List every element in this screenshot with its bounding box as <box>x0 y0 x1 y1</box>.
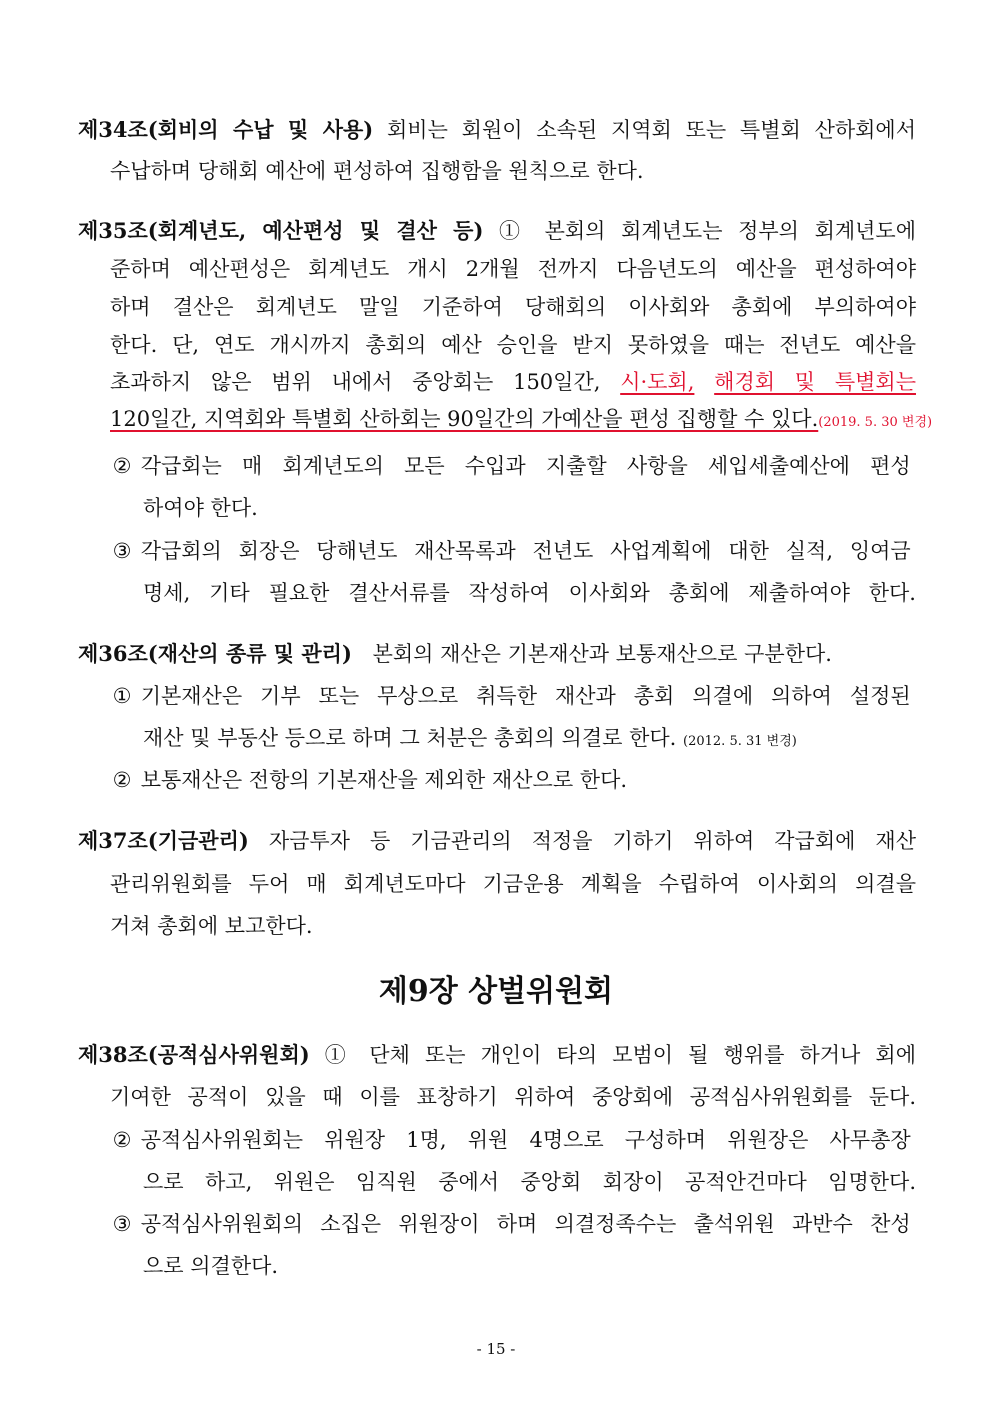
art35-para3-line2: 명세, 기타 필요한 결산서류를 작성하여 이사회와 총회에 제출하여야 한다. <box>143 581 916 605</box>
amendment-note-2019: (2019. 5. 30 변경) <box>818 415 933 430</box>
art38-line1 <box>78 1040 916 1070</box>
art36-circle-1: ① <box>112 684 132 708</box>
art35-circle-3: ③ <box>112 539 132 563</box>
art37-text: 자금투자 등 기금관리의 적정을 기하기 위하여 각급회에 재산 <box>268 829 916 853</box>
art38-text-1: 단체 또는 개인이 타의 모범이 될 행위를 하거나 회에 <box>369 1043 916 1067</box>
art35-para3-text: 각급회의 회장은 당해년도 재산목록과 전년도 사업계획에 대한 실적, 잉여금 <box>140 539 911 563</box>
art38-para3-line2: 으로 의결한다. <box>143 1254 279 1278</box>
art35-line1 <box>78 216 916 246</box>
art38-para3-text: 공적심사위원회의 소집은 위원장이 하며 의결정족수는 출석위원 과반수 찬성 <box>140 1212 911 1236</box>
art38-para2-line1 <box>110 1125 916 1155</box>
art37-title: 제37조(기금관리) <box>78 828 249 853</box>
art37-line2: 관리위원회를 두어 매 회계년도마다 기금운용 계획을 수립하여 이사회의 의결을 <box>110 872 916 896</box>
art35-para2-text: 각급회는 매 회계년도의 모든 수입과 지출할 사항을 세입세출예산에 편성 <box>140 454 911 478</box>
art35-circle-2: ② <box>112 454 132 478</box>
amendment-note-2012: (2012. 5. 31 변경) <box>683 734 797 749</box>
amended-text-sido: 시·도회, <box>620 370 695 394</box>
art36-para1-text: 기본재산은 기부 또는 무상으로 취득한 재산과 총회 의결에 의하여 설정된 <box>140 684 911 708</box>
art36-line1 <box>78 639 916 669</box>
chapter-heading: 제9장 상벌위원회 <box>378 974 614 1009</box>
art38-para2-text: 공적심사위원회는 위원장 1명, 위원 4명으로 구성하며 위원장은 사무총장 <box>140 1128 911 1152</box>
art36-para2-text: 보통재산은 전항의 기본재산을 제외한 재산으로 한다. <box>140 768 628 792</box>
art38-para3-line1 <box>110 1209 916 1239</box>
art36-para1-text2: 재산 및 부동산 등으로 하며 그 처분은 총회의 의결로 한다. <box>143 726 677 750</box>
art36-para1-line1 <box>110 681 916 711</box>
art35-para2-line2: 하여야 한다. <box>143 496 258 520</box>
art38-circle-1: ① <box>324 1043 355 1067</box>
art36-para2-line1 <box>110 765 916 795</box>
art35-line5 <box>110 367 916 397</box>
art37-line3: 거쳐 총회에 보고한다. <box>110 914 313 938</box>
art37-line1 <box>78 826 916 856</box>
art35-line2: 준하며 예산편성은 회계년도 개시 2개월 전까지 다음년도의 예산을 편성하여야 <box>110 257 916 281</box>
art38-circle-2: ② <box>112 1128 132 1152</box>
art35-line6 <box>110 404 933 438</box>
page-number: - 15 - <box>476 1340 516 1358</box>
art36-para1-line2 <box>143 723 916 757</box>
art34-line2: 수납하며 당해회 예산에 편성하여 집행함을 원칙으로 한다. <box>110 159 644 183</box>
art38-title: 제38조(공적심사위원회) <box>78 1042 310 1067</box>
art34-title: 제34조(회비의 수납 및 사용) <box>78 117 374 142</box>
art35-text-6: 120일간, 지역회와 특별회 산하회는 90일간의 가예산을 편성 집행할 수 있다. <box>110 407 819 431</box>
art35-line3: 하며 결산은 회계년도 말일 기준하여 당해회의 이사회와 총회에 부의하여야 <box>110 295 916 319</box>
art34-text: 회비는 회원이 소속된 지역회 또는 특별회 산하회에서 <box>387 118 917 142</box>
art35-para2-line1 <box>110 451 916 481</box>
art36-text: 본회의 재산은 기본재산과 보통재산으로 구분한다. <box>372 642 832 666</box>
art38-para2-line2: 으로 하고, 위원은 임직원 중에서 중앙회 회장이 공적안건마다 임명한다. <box>143 1170 916 1194</box>
art38-circle-3: ③ <box>112 1212 132 1236</box>
art35-line4: 한다. 단, 연도 개시까지 총회의 예산 승인을 받지 못하였을 때는 전년도 예산을 <box>110 333 916 357</box>
art35-text-5a: 초과하지 않은 범위 내에서 중앙회는 150일간, <box>110 370 601 394</box>
amended-text-haegyeong: 해경회 및 특별회는 <box>714 370 916 394</box>
art34-line1 <box>78 115 916 145</box>
art35-para3-line1 <box>110 536 916 566</box>
art35-circle-1: ① <box>499 219 529 243</box>
art35-title: 제35조(회계년도, 예산편성 및 결산 등) <box>78 218 484 243</box>
art36-circle-2: ② <box>112 768 132 792</box>
art35-text-1: 본회의 회계년도는 정부의 회계년도에 <box>544 219 917 243</box>
art36-title: 제36조(재산의 종류 및 관리) <box>78 641 352 666</box>
art38-line2: 기여한 공적이 있을 때 이를 표창하기 위하여 중앙회에 공적심사위원회를 둔다. <box>110 1085 916 1109</box>
